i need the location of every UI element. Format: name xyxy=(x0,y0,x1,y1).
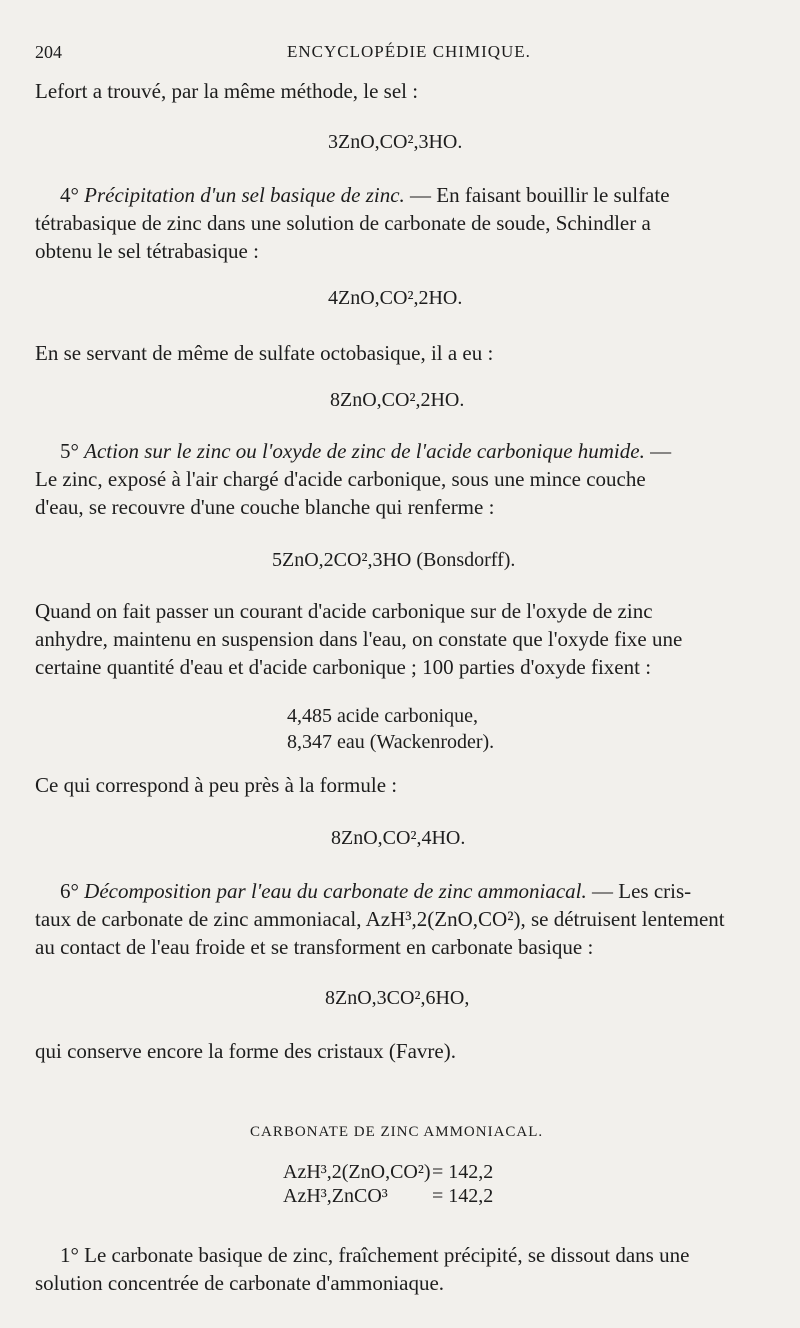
section-6-number: 6° xyxy=(60,879,79,903)
equation-1-right: = 142,2 xyxy=(432,1161,494,1183)
section-4-title: Précipitation d'un sel basique de zinc. xyxy=(84,183,405,207)
section-5-paragraph xyxy=(35,437,759,521)
paragraph-favre: qui conserve encore la forme des cristaux (Favre). xyxy=(35,1039,456,1063)
page-number: 204 xyxy=(35,42,62,62)
formula-6: 8ZnO,CO²,4HO. xyxy=(331,827,466,849)
running-title: ENCYCLOPÉDIE CHIMIQUE. xyxy=(287,42,531,61)
paragraph-quand xyxy=(35,597,759,681)
formula-5a: 4,485 acide carbonique, xyxy=(287,705,479,727)
equation-2-left: AzH³,ZnCO³ xyxy=(283,1185,388,1207)
paragraph-section-1 xyxy=(35,1241,759,1297)
section-4-line2: tétrabasique de zinc dans une solution de carbonate de soude, Schindler a xyxy=(35,211,651,235)
equation-2-right: = 142,2 xyxy=(432,1185,494,1207)
section-5-number: 5° xyxy=(60,439,79,463)
section-heading: CARBONATE DE ZINC AMMONIACAL. xyxy=(250,1124,544,1140)
quand-line3: certaine quantité d'eau et d'acide carbonique ; 100 parties d'oxyde fixent : xyxy=(35,655,652,679)
paragraph-lefort: Lefort a trouvé, par la même méthode, le sel : xyxy=(35,79,419,103)
section-4-line1-rest: — En faisant bouillir le sulfate xyxy=(410,183,670,207)
formula-7: 8ZnO,3CO²,6HO, xyxy=(325,987,470,1009)
quand-line2: anhydre, maintenu en suspension dans l'eau, on constate que l'oxyde fixe une xyxy=(35,627,683,651)
section-5-line3: d'eau, se recouvre d'une couche blanche qui renferme : xyxy=(35,495,495,519)
formula-3: 8ZnO,CO²,2HO. xyxy=(330,389,465,411)
section-1-line1: 1° Le carbonate basique de zinc, fraîchement précipité, se dissout dans une xyxy=(60,1243,690,1267)
section-5-dash: — xyxy=(650,439,672,463)
section-6-line2: taux de carbonate de zinc ammoniacal, AzH³,2(ZnO,CO²), se détruisent lentement xyxy=(35,907,725,931)
section-5-title: Action sur le zinc ou l'oxyde de zinc de l'acide carbonique humide. xyxy=(84,439,645,463)
formula-5b: 8,347 eau (Wackenroder). xyxy=(287,731,495,753)
formula-2: 4ZnO,CO²,2HO. xyxy=(328,287,463,309)
section-6-line1-rest: — Les cris- xyxy=(592,879,692,903)
section-4-paragraph xyxy=(35,181,759,265)
section-4-line3: obtenu le sel tétrabasique : xyxy=(35,239,259,263)
section-4-number: 4° xyxy=(60,183,79,207)
section-6-paragraph xyxy=(35,877,759,961)
paragraph-octobasique: En se servant de même de sulfate octobasique, il a eu : xyxy=(35,341,494,365)
section-5-line2: Le zinc, exposé à l'air chargé d'acide carbonique, sous une mince couche xyxy=(35,467,646,491)
paragraph-correspond: Ce qui correspond à peu près à la formule : xyxy=(35,773,398,797)
formula-4: 5ZnO,2CO²,3HO (Bonsdorff). xyxy=(272,549,516,571)
section-1-line2: solution concentrée de carbonate d'ammoniaque. xyxy=(35,1271,445,1295)
quand-line1: Quand on fait passer un courant d'acide carbonique sur de l'oxyde de zinc xyxy=(35,599,653,623)
section-6-title: Décomposition par l'eau du carbonate de zinc ammoniacal. xyxy=(84,879,587,903)
equation-1-left: AzH³,2(ZnO,CO²) xyxy=(283,1161,431,1183)
formula-1: 3ZnO,CO²,3HO. xyxy=(328,131,463,153)
section-6-line3: au contact de l'eau froide et se transforment en carbonate basique : xyxy=(35,935,594,959)
